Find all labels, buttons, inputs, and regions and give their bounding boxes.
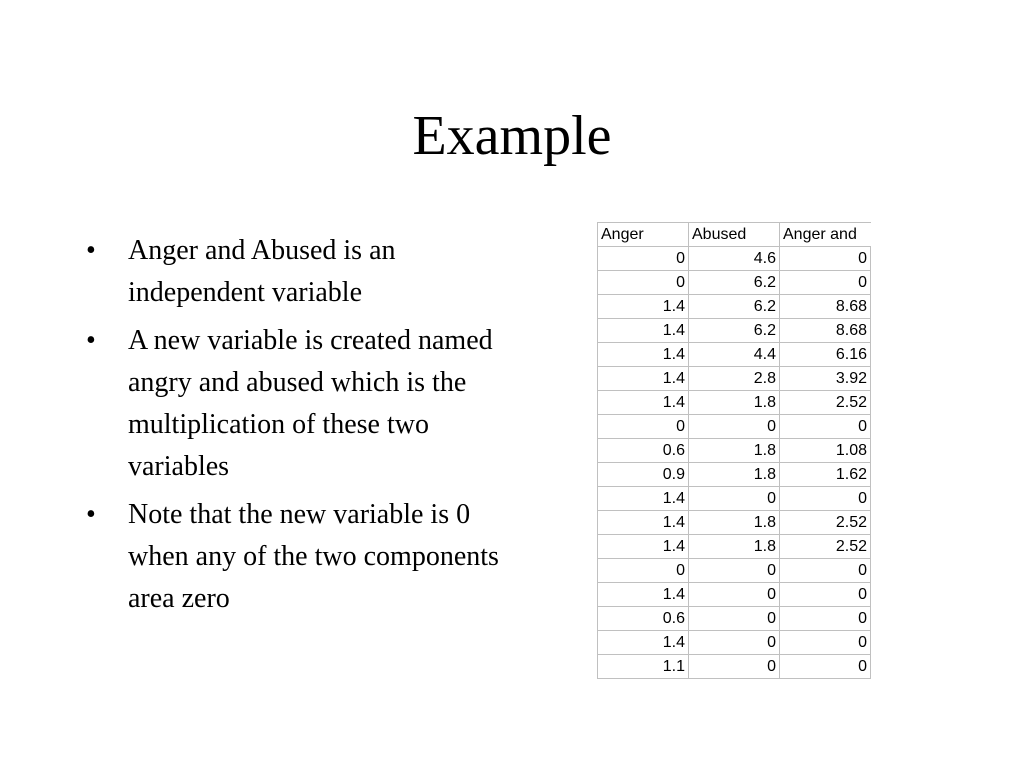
cell-anger-and: 0 — [780, 415, 871, 439]
table-row — [598, 415, 871, 439]
cell-anger: 1.4 — [598, 631, 689, 655]
bullet-text: A new variable is created named angry and abused which is the multiplication of these two variables — [128, 325, 493, 482]
cell-abused: 1.8 — [689, 511, 780, 535]
table-row — [598, 559, 871, 583]
cell-anger-and: 3.92 — [780, 367, 871, 391]
cell-anger-and: 6.16 — [780, 343, 871, 367]
table-row — [598, 367, 871, 391]
table-row — [598, 463, 871, 487]
cell-anger-and: 0 — [780, 247, 871, 271]
cell-abused: 0 — [689, 607, 780, 631]
cell-anger-and: 1.08 — [780, 439, 871, 463]
cell-abused: 1.8 — [689, 463, 780, 487]
cell-anger: 1.4 — [598, 367, 689, 391]
table-row — [598, 391, 871, 415]
table-row — [598, 655, 871, 679]
table-row — [598, 487, 871, 511]
table-row — [598, 583, 871, 607]
cell-anger: 1.4 — [598, 391, 689, 415]
bullet-text: Anger and Abused is an independent variable — [128, 235, 396, 308]
header-abused: Abused — [689, 223, 780, 247]
cell-anger: 1.4 — [598, 487, 689, 511]
cell-anger-and: 2.52 — [780, 535, 871, 559]
table-row — [598, 295, 871, 319]
cell-abused: 4.6 — [689, 247, 780, 271]
cell-abused: 1.8 — [689, 535, 780, 559]
table-row — [598, 439, 871, 463]
cell-anger: 1.1 — [598, 655, 689, 679]
table-header-row — [598, 223, 871, 247]
slide-title: Example — [412, 105, 612, 167]
table-row — [598, 319, 871, 343]
cell-abused: 6.2 — [689, 271, 780, 295]
table-row — [598, 607, 871, 631]
cell-anger: 1.4 — [598, 343, 689, 367]
table-row — [598, 271, 871, 295]
cell-anger: 1.4 — [598, 583, 689, 607]
cell-anger: 0.9 — [598, 463, 689, 487]
cell-anger-and: 0 — [780, 559, 871, 583]
cell-abused: 0 — [689, 559, 780, 583]
cell-anger-and: 2.52 — [780, 511, 871, 535]
cell-anger-and: 1.62 — [780, 463, 871, 487]
cell-anger-and: 2.52 — [780, 391, 871, 415]
cell-anger: 0.6 — [598, 607, 689, 631]
cell-anger: 1.4 — [598, 535, 689, 559]
cell-anger-and: 0 — [780, 607, 871, 631]
cell-anger: 0 — [598, 271, 689, 295]
table-row — [598, 247, 871, 271]
cell-anger: 0.6 — [598, 439, 689, 463]
data-table — [597, 222, 871, 679]
cell-abused: 0 — [689, 655, 780, 679]
cell-abused: 2.8 — [689, 367, 780, 391]
table-row — [598, 343, 871, 367]
table-row — [598, 631, 871, 655]
cell-abused: 0 — [689, 583, 780, 607]
cell-anger-and: 0 — [780, 271, 871, 295]
bullet-icon: • — [86, 235, 96, 266]
bullet-item — [84, 320, 514, 488]
cell-abused: 6.2 — [689, 319, 780, 343]
cell-anger: 0 — [598, 415, 689, 439]
cell-anger-and: 0 — [780, 631, 871, 655]
bullet-item — [84, 230, 514, 314]
cell-abused: 0 — [689, 415, 780, 439]
bullet-text: Note that the new variable is 0 when any of the two components area zero — [128, 499, 499, 614]
cell-abused: 0 — [689, 631, 780, 655]
cell-anger: 0 — [598, 247, 689, 271]
bullet-icon: • — [86, 499, 96, 530]
table-row — [598, 511, 871, 535]
cell-abused: 1.8 — [689, 439, 780, 463]
cell-anger: 0 — [598, 559, 689, 583]
cell-anger-and: 8.68 — [780, 319, 871, 343]
cell-abused: 6.2 — [689, 295, 780, 319]
bullet-icon: • — [86, 325, 96, 356]
cell-anger-and: 8.68 — [780, 295, 871, 319]
cell-anger-and: 0 — [780, 655, 871, 679]
cell-anger-and: 0 — [780, 583, 871, 607]
cell-anger: 1.4 — [598, 295, 689, 319]
bullet-list — [84, 230, 514, 626]
cell-anger-and: 0 — [780, 487, 871, 511]
header-anger: Anger — [598, 223, 689, 247]
cell-abused: 0 — [689, 487, 780, 511]
cell-abused: 1.8 — [689, 391, 780, 415]
table-row — [598, 535, 871, 559]
table-body — [598, 247, 871, 679]
cell-anger: 1.4 — [598, 319, 689, 343]
header-anger-and: Anger and — [780, 223, 871, 247]
bullet-item — [84, 494, 514, 620]
cell-anger: 1.4 — [598, 511, 689, 535]
cell-abused: 4.4 — [689, 343, 780, 367]
